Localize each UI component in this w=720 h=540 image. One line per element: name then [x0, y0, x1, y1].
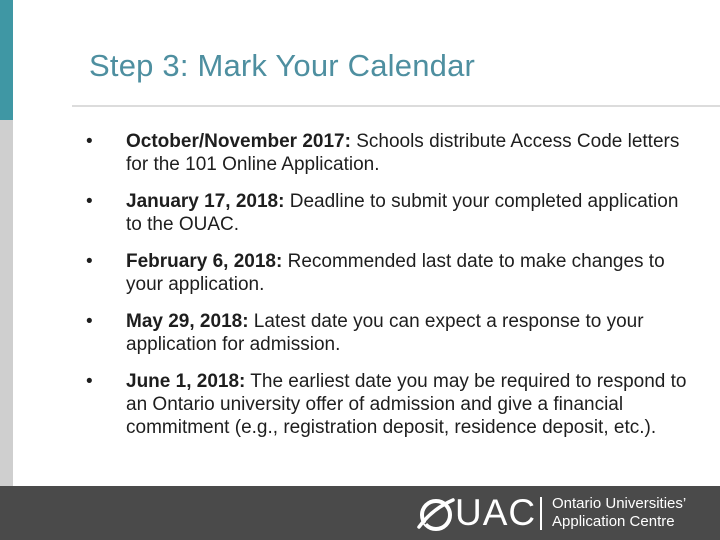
organization-name: [552, 495, 686, 531]
bullet-text: Schools distribute Access Code letters for the 101 Online Application.: [126, 131, 680, 175]
bullet-icon: •: [86, 311, 93, 332]
bullet-icon: •: [86, 371, 93, 392]
ouac-logo-icon: [415, 494, 455, 534]
bullet-item: [86, 370, 696, 439]
side-accent-strip: [0, 0, 13, 120]
bullet-date: May 29, 2018:: [126, 311, 249, 332]
bullet-text: Deadline to submit your completed application to the OUAC.: [126, 191, 679, 235]
bullet-icon: •: [86, 131, 93, 152]
bullet-item: [86, 310, 696, 356]
bullet-text: The earliest date you may be required to respond to an Ontario university offer of admission and give a financial commitment (e.g., registration deposit, residence deposit, etc.).: [126, 371, 687, 438]
bullet-item: [86, 130, 696, 176]
logo-wordmark: UAC: [455, 492, 537, 533]
title-divider: [72, 105, 720, 107]
organization-name-line2: Application Centre: [552, 513, 675, 530]
bullet-date: February 6, 2018:: [126, 251, 283, 272]
bullet-date: January 17, 2018:: [126, 191, 285, 212]
bullet-text: Latest date you can expect a response to your application for admission.: [126, 311, 644, 355]
side-gray-strip: [0, 120, 13, 486]
bullet-date: June 1, 2018:: [126, 371, 246, 392]
bullet-icon: •: [86, 251, 93, 272]
bullet-date: October/November 2017:: [126, 131, 351, 152]
bullet-text: Recommended last date to make changes to your application.: [126, 251, 665, 295]
bullet-icon: •: [86, 191, 93, 212]
footer-bar: [0, 486, 720, 540]
bullet-item: [86, 190, 696, 236]
logo-separator: [540, 497, 542, 530]
slide-title: Step 3: Mark Your Calendar: [89, 48, 476, 83]
bullet-item: [86, 250, 696, 296]
organization-name-line1: Ontario Universities’: [552, 495, 687, 512]
calendar-bullet-list: [86, 130, 696, 453]
